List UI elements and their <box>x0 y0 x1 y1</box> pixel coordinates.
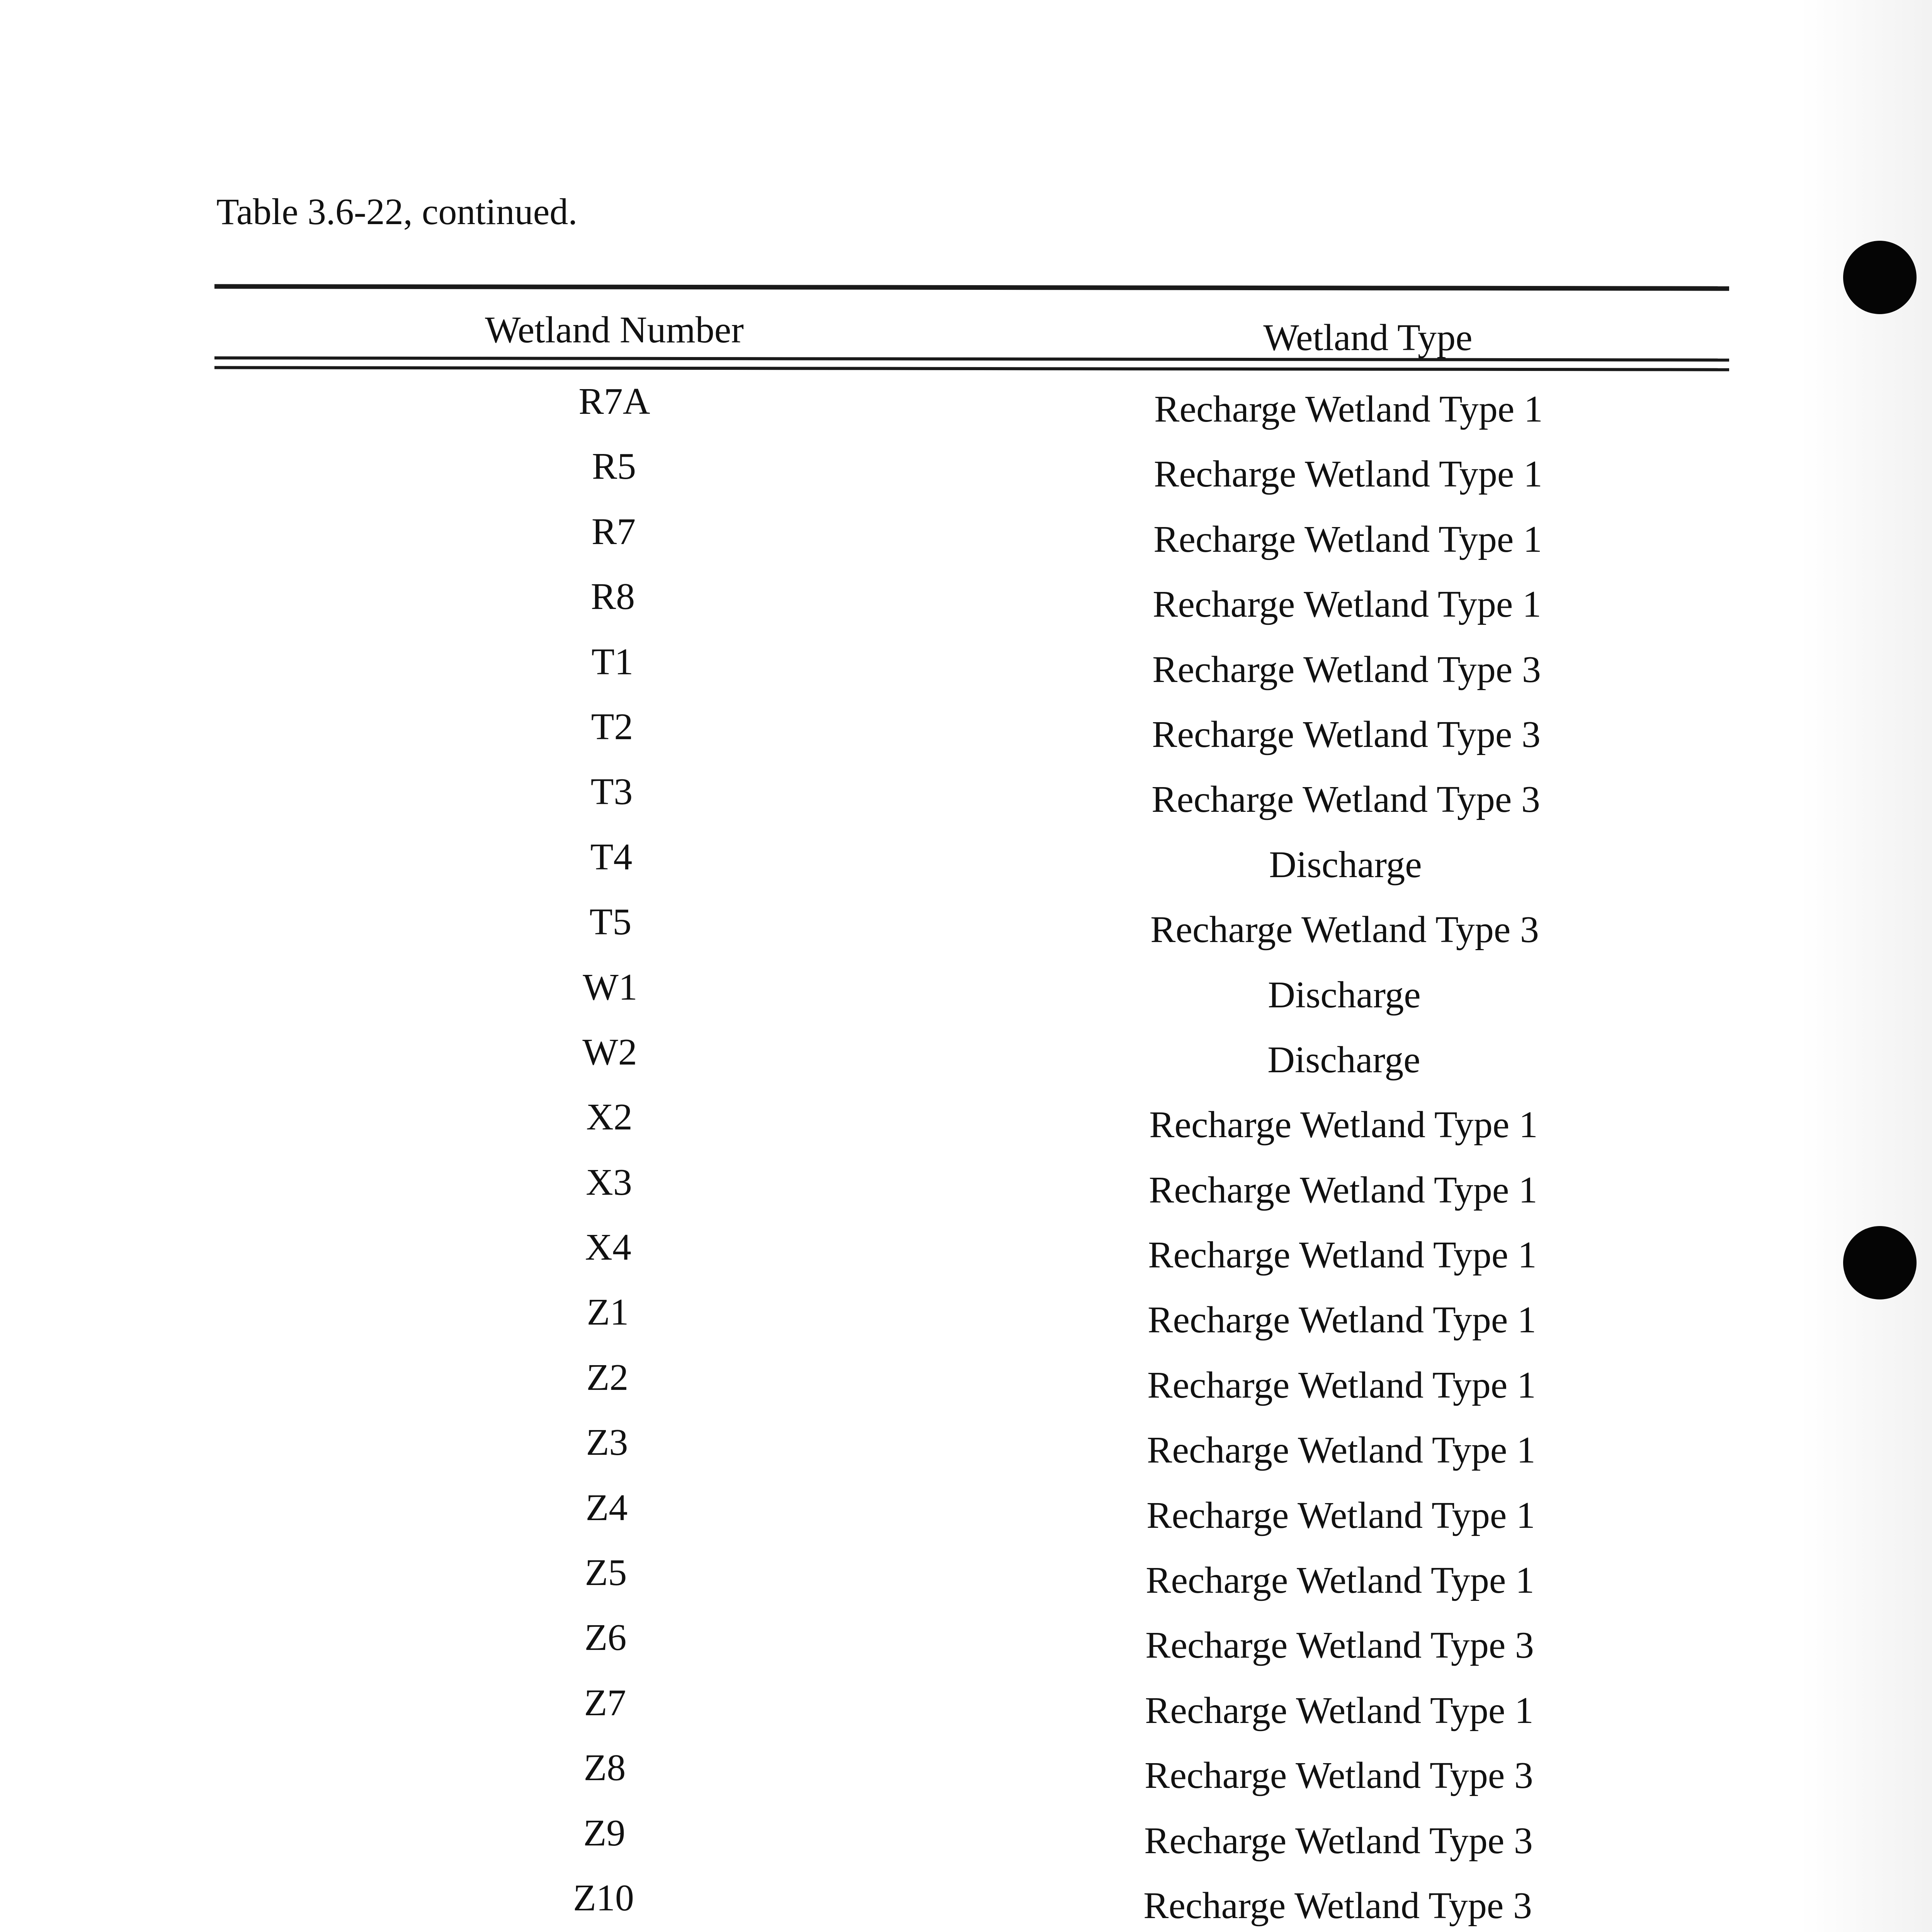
table-row <box>0 1228 1932 1293</box>
wetland-type-cell: Recharge Wetland Type 1 <box>1153 583 1541 626</box>
table-row <box>0 968 1932 1033</box>
table-row <box>0 903 1932 968</box>
wetland-number-cell: W2 <box>582 1031 637 1073</box>
wetland-type-cell: Recharge Wetland Type 1 <box>1149 1104 1538 1146</box>
wetland-type-cell: Recharge Wetland Type 3 <box>1150 909 1539 951</box>
wetland-number-cell: Z1 <box>587 1291 629 1333</box>
punch-hole-middle <box>1843 1226 1917 1299</box>
wetland-number-cell: Z2 <box>586 1356 629 1398</box>
header-double-rule-top <box>214 356 1729 361</box>
table-row <box>0 1814 1932 1879</box>
wetland-type-cell: Recharge Wetland Type 1 <box>1148 1234 1537 1276</box>
wetland-number-cell: X4 <box>585 1226 631 1269</box>
wetland-number-cell: X2 <box>586 1096 633 1138</box>
table-row <box>0 1749 1932 1814</box>
wetland-number-cell: R5 <box>592 446 636 488</box>
wetland-number-cell: T1 <box>591 641 634 683</box>
wetland-type-cell: Recharge Wetland Type 3 <box>1143 1884 1532 1927</box>
header-double-rule-bottom <box>214 366 1729 371</box>
wetland-number-cell: Z5 <box>585 1552 627 1594</box>
table-body <box>0 383 1932 1932</box>
wetland-type-cell: Discharge <box>1267 1039 1420 1081</box>
wetland-number-cell: Z10 <box>573 1877 634 1919</box>
wetland-type-cell: Discharge <box>1269 844 1422 886</box>
table-top-rule <box>214 284 1729 291</box>
header-wetland-number: Wetland Number <box>485 309 744 351</box>
wetland-number-cell: R7A <box>578 381 650 422</box>
wetland-number-cell: Z8 <box>583 1747 626 1789</box>
wetland-type-cell: Recharge Wetland Type 3 <box>1152 713 1541 755</box>
wetland-number-cell: R7 <box>591 510 636 553</box>
wetland-type-cell: Discharge <box>1268 974 1421 1016</box>
table-row <box>0 1356 1932 1423</box>
table-row <box>0 1554 1932 1619</box>
table-row <box>0 1033 1932 1098</box>
wetland-number-cell: T5 <box>589 901 632 943</box>
wetland-number-cell: Z3 <box>586 1422 628 1464</box>
wetland-number-cell: R8 <box>590 576 635 618</box>
wetland-type-cell: Recharge Wetland Type 1 <box>1146 1494 1535 1536</box>
wetland-type-cell: Recharge Wetland Type 1 <box>1149 1169 1537 1211</box>
wetland-type-cell: Recharge Wetland Type 3 <box>1152 648 1541 690</box>
wetland-number-cell: Z7 <box>584 1682 626 1724</box>
wetland-type-cell: Recharge Wetland Type 1 <box>1145 1689 1534 1731</box>
wetland-number-cell: Z4 <box>585 1486 628 1529</box>
table-caption: Table 3.6-22, continued. <box>216 191 578 232</box>
wetland-type-cell: Recharge Wetland Type 3 <box>1151 779 1540 821</box>
wetland-type-cell: Recharge Wetland Type 3 <box>1144 1820 1533 1862</box>
wetland-number-cell: T2 <box>591 706 633 748</box>
wetland-type-cell: Recharge Wetland Type 3 <box>1145 1624 1534 1667</box>
table-row <box>0 1423 1932 1488</box>
table-row <box>0 643 1932 708</box>
wetland-type-cell: Recharge Wetland Type 1 <box>1146 1560 1534 1602</box>
table-row <box>0 447 1932 512</box>
wetland-type-cell: Recharge Wetland Type 1 <box>1153 518 1542 560</box>
wetland-number-cell: Z6 <box>584 1617 627 1659</box>
table-row <box>0 838 1932 903</box>
wetland-type-cell: Recharge Wetland Type 1 <box>1154 453 1543 495</box>
wetland-type-cell: Recharge Wetland Type 1 <box>1147 1429 1536 1471</box>
table-row <box>0 1879 1932 1932</box>
wetland-type-cell: Recharge Wetland Type 1 <box>1148 1299 1536 1341</box>
table-row <box>0 773 1932 838</box>
wetland-number-cell: Z9 <box>583 1812 626 1854</box>
table-row <box>0 1098 1932 1163</box>
table-row <box>0 383 1932 447</box>
wetland-type-cell: Recharge Wetland Type 1 <box>1147 1364 1536 1406</box>
wetland-number-cell: T3 <box>590 771 633 813</box>
table-row <box>0 1486 1932 1554</box>
table-row <box>0 1163 1932 1228</box>
table-row <box>0 510 1932 578</box>
table-row <box>0 1619 1932 1684</box>
table-row <box>0 578 1932 643</box>
table-row <box>0 1684 1932 1749</box>
table-row <box>0 708 1932 773</box>
header-wetland-type: Wetland Type <box>1263 317 1473 359</box>
wetland-type-cell: Recharge Wetland Type 1 <box>1154 388 1543 430</box>
punch-hole-top <box>1843 241 1917 314</box>
wetland-number-cell: W1 <box>583 966 638 1008</box>
wetland-number-cell: X3 <box>586 1161 632 1203</box>
wetland-type-cell: Recharge Wetland Type 3 <box>1145 1755 1533 1797</box>
table-row <box>0 1293 1932 1358</box>
wetland-number-cell: T4 <box>590 836 633 878</box>
